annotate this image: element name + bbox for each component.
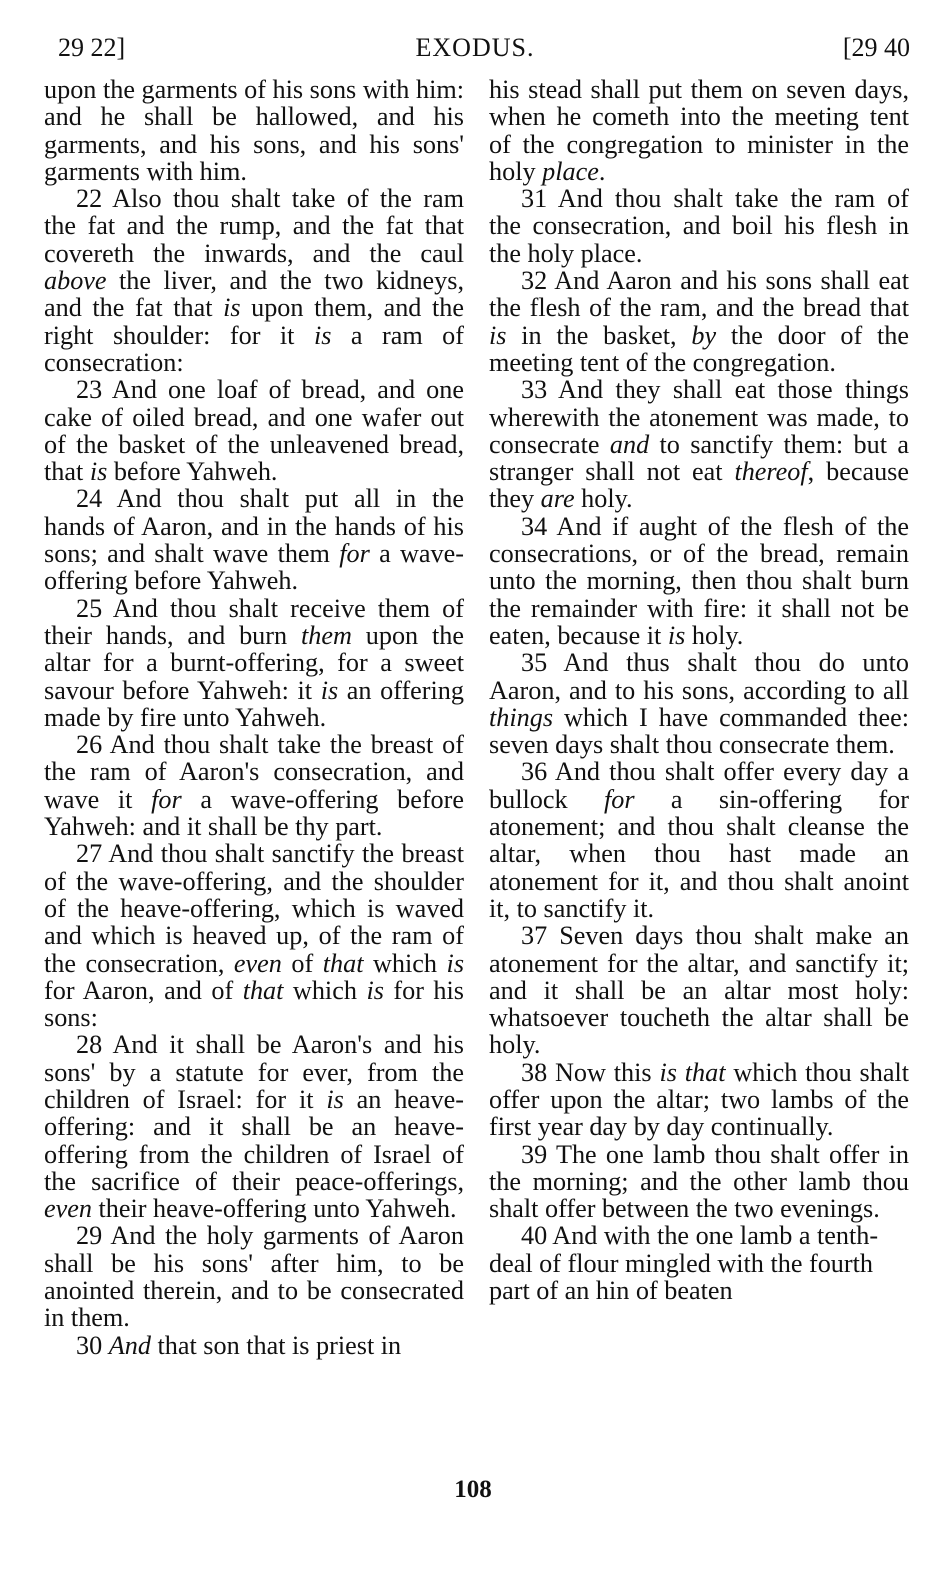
italic-text: them xyxy=(300,620,352,650)
italic-text: is xyxy=(366,975,384,1005)
text-run: 40 And with the one lamb a tenth-deal of flour mingled with the fourth part of an hin of beaten xyxy=(489,1221,879,1306)
text-run: upon them, and the right shoulder: for it xyxy=(44,293,464,350)
right-column-paragraph xyxy=(489,376,909,512)
italic-text: is xyxy=(223,293,241,323)
text-run: 31 And thou shalt take the ram of the consecration, and boil his flesh in the holy place. xyxy=(489,184,909,268)
right-column-paragraph xyxy=(489,922,909,1058)
text-run: before Yahweh. xyxy=(107,457,278,487)
text-run: which I have commanded thee: seven days shalt thou consecrate them. xyxy=(489,702,909,760)
left-column-paragraph xyxy=(44,376,464,485)
left-column-paragraph xyxy=(44,731,464,840)
italic-text: is xyxy=(446,948,464,978)
text-run: upon the altar for a burnt-offering, for a sweet savour before Yahweh: it xyxy=(44,620,464,705)
italic-text: for xyxy=(151,784,182,814)
text-run: an heave-offering: and it shall be an heave-offering from the children of Israel of the sacrifice of their peace-offerings, xyxy=(44,1084,464,1196)
text-run: , because they xyxy=(489,457,909,514)
text-run: a wave-offering before Yahweh: and it shall be thy part. xyxy=(44,784,464,842)
left-column-paragraph xyxy=(44,595,464,731)
text-run: in the basket, xyxy=(506,320,692,350)
text-run: for his sons: xyxy=(44,975,464,1033)
text-run: 35 And thus shalt thou do unto Aaron, and to his sons, according to all xyxy=(489,648,909,705)
text-run: the door of the meeting tent of the congregation. xyxy=(489,320,909,377)
text-run: to sanctify them: but a stranger shall not eat xyxy=(489,429,909,487)
text-run: an offering made by fire unto Yahweh. xyxy=(44,675,464,732)
text-run: of xyxy=(281,948,323,978)
italic-text: thereof xyxy=(734,457,808,487)
right-column-paragraph xyxy=(489,267,909,376)
italic-text: even xyxy=(233,948,282,978)
italic-text: by xyxy=(691,320,717,350)
italic-text: is that xyxy=(659,1057,726,1087)
page-number: 108 xyxy=(454,1476,492,1503)
right-column-paragraph xyxy=(489,185,909,267)
text-run: for Aaron, and of xyxy=(44,975,243,1005)
text-run: the liver, and the two kidneys, and the fat that xyxy=(44,266,464,323)
italic-text: and xyxy=(609,429,650,459)
text-run: that son that is priest in xyxy=(150,1330,402,1360)
text-run: a ram of consecration: xyxy=(44,320,464,377)
right-column-paragraph xyxy=(489,76,909,185)
text-run: 32 And Aaron and his sons shall eat the flesh of the ram, and the bread that xyxy=(489,266,909,323)
text-run: which xyxy=(283,975,367,1005)
left-column-paragraph xyxy=(44,1222,464,1331)
right-column-paragraph xyxy=(489,513,909,649)
text-run: which thou shalt offer upon the altar; two lambs of the first year day by day continually. xyxy=(489,1057,909,1142)
text-run: a sin-offering for atonement; and thou shalt cleanse the altar, when thou hast made an atonement for it, and thou shalt anoint it, to sanctify it. xyxy=(489,784,909,923)
text-run: 38 Now this xyxy=(521,1057,660,1087)
running-header xyxy=(40,34,910,62)
italic-text: things xyxy=(489,702,554,732)
text-run: 26 And thou shalt take the breast of the ram of Aaron's consecration, and wave it xyxy=(44,730,464,814)
text-run: 29 And the holy garments of Aaron shall be his sons' after him, to be anointed therein, and to be consecrated in them. xyxy=(44,1221,464,1333)
text-run: their heave-offering unto Yahweh. xyxy=(91,1194,457,1224)
text-run: holy. xyxy=(574,484,633,514)
right-text-column xyxy=(489,76,909,1472)
text-run: 34 And if aught of the flesh of the consecrations, or of the bread, remain unto the morning, then thou shalt burn the remainder with fire: it shall not be eaten, because it xyxy=(489,511,909,650)
right-column-paragraph xyxy=(489,649,909,758)
right-column-paragraph xyxy=(489,1141,909,1223)
right-column-paragraph xyxy=(489,758,909,922)
left-text-column xyxy=(44,76,464,1472)
italic-text: is xyxy=(326,1084,344,1114)
italic-text: And xyxy=(108,1330,151,1360)
right-column-paragraph xyxy=(489,1059,909,1141)
italic-text: above xyxy=(44,266,107,296)
header-chapter-verse-start: 29 22] xyxy=(58,33,126,62)
text-run: 23 And one loaf of bread, and one cake of oiled bread, and one wafer out of the basket of the unleavened bread, that xyxy=(44,375,464,487)
italic-text: that xyxy=(242,975,284,1005)
italic-text: are xyxy=(540,484,575,514)
italic-text: is xyxy=(320,675,339,705)
left-column-paragraph xyxy=(44,76,464,185)
italic-text: for xyxy=(603,784,635,814)
left-column-paragraph xyxy=(44,185,464,376)
text-run: 27 And thou shalt sanctify the breast of the wave-offering, and the shoulder of the heave-offering, which is waved and which is heaved up, of the ram of the consecration, xyxy=(44,839,464,978)
left-column-paragraph xyxy=(44,840,464,1031)
right-column-paragraph xyxy=(489,1222,909,1304)
text-run: 30 xyxy=(76,1330,109,1360)
italic-text: even xyxy=(44,1194,92,1224)
text-run: 28 And it shall be Aaron's and his sons' by a statute for ever, from the children of Israel: for it xyxy=(44,1030,464,1114)
italic-text: for xyxy=(339,539,370,569)
text-run: holy. xyxy=(685,620,744,650)
italic-text: place xyxy=(542,156,599,186)
italic-text: is xyxy=(667,620,686,650)
italic-text: that xyxy=(322,948,364,978)
text-run: 37 Seven days thou shalt make an atonement for the altar, and sanctify it; and it shall be an altar most holy: whatsoever toucheth the altar shall be holy. xyxy=(489,921,909,1060)
text-run: . xyxy=(598,156,606,186)
text-run: which xyxy=(363,948,447,978)
text-run: 25 And thou shalt receive them of their hands, and burn xyxy=(44,593,464,650)
header-book-title: EXODUS. xyxy=(415,33,535,62)
text-run: his stead shall put them on seven days, when he cometh into the meeting tent of the congregation to minister in the holy xyxy=(489,76,909,186)
left-column-paragraph xyxy=(44,1332,464,1359)
text-run: 33 And they shall eat those things wherewith the atonement was made, to consecrate xyxy=(489,375,909,459)
italic-text: is xyxy=(313,320,332,350)
italic-text: is xyxy=(489,320,507,350)
left-column-paragraph xyxy=(44,485,464,594)
text-run: 22 Also thou shalt take of the ram the fat and the rump, and the fat that covereth the inwards, and the caul xyxy=(44,184,464,268)
text-run: a wave-offering before Yahweh. xyxy=(44,539,464,596)
left-column-paragraph xyxy=(44,1031,464,1222)
header-chapter-verse-end: [29 40 xyxy=(842,33,910,62)
italic-text: is xyxy=(89,457,108,487)
text-run: 24 And thou shalt put all in the hands of Aaron, and in the hands of his sons; and shalt wave them xyxy=(44,484,464,569)
text-run: 36 And thou shalt offer every day a bullock xyxy=(489,757,909,814)
text-run: 39 The one lamb thou shalt offer in the morning; and the other lamb thou shalt offer between the two evenings. xyxy=(489,1139,909,1224)
text-run: upon the garments of his sons with him: and he shall be hallowed, and his garments, and his sons, and his sons' garments with him. xyxy=(44,76,464,186)
